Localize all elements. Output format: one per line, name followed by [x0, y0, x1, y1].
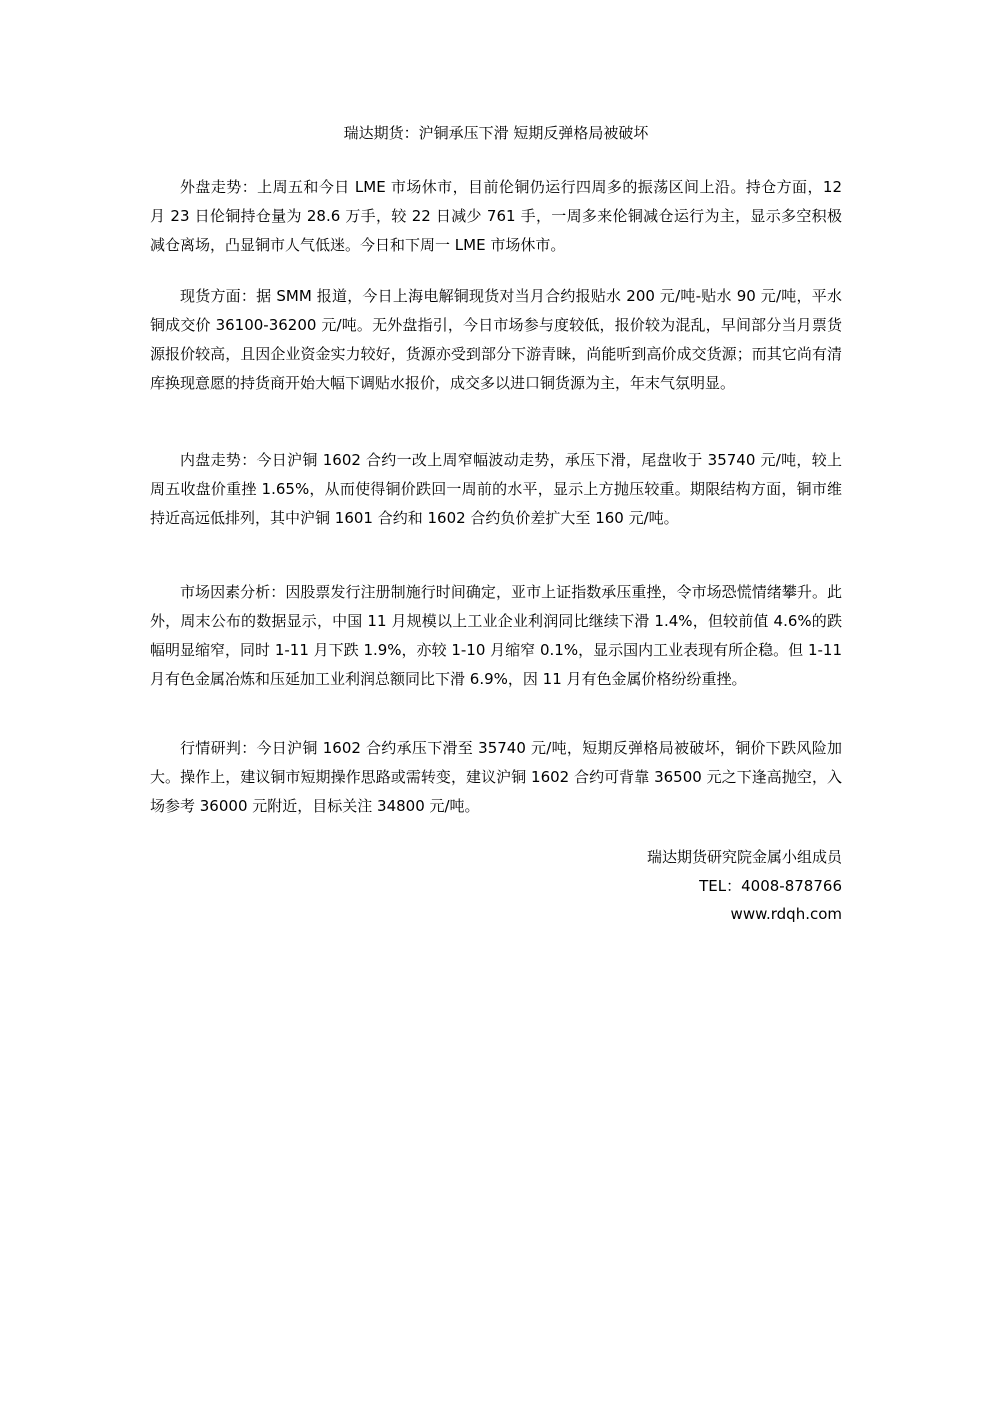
paragraph-overseas-market: 外盘走势：上周五和今日 LME 市场休市，目前伦铜仍运行四周多的振荡区间上沿。持仓方面，12 月 23 日伦铜持仓量为 28.6 万手，较 22 日减少 761 手，一周多来伦铜减仓运行为主，显示多空积极减仓离场，凸显铜市人气低迷。今日和下周一 LME 市场休市。 [150, 178, 842, 254]
paragraph-market-factors: 市场因素分析：因股票发行注册制施行时间确定，亚市上证指数承压重挫，令市场恐慌情绪攀升。此外，周末公布的数据显示，中国 11 月规模以上工业企业利润同比继续下滑 1.4%，但较前值 4.6%的跌幅明显缩窄，同时 1-11 月下跌 1.9%，亦较 1-10 月缩窄 0.1%，显示国内工业表现有所企稳。但 1-11 月有色金属冶炼和压延加工业利润总额同比下滑 6.9%，因 11 月有色金属价格纷纷重挫。 [150, 583, 842, 688]
signature-telephone: TEL：4008-878766 [699, 877, 842, 895]
signature-organization: 瑞达期货研究院金属小组成员 [646, 848, 842, 866]
paragraph-domestic-market: 内盘走势：今日沪铜 1602 合约一改上周窄幅波动走势，承压下滑，尾盘收于 35740 元/吨，较上周五收盘价重挫 1.65%，从而使得铜价跌回一周前的水平，显示上方抛压较重。期限结构方面，铜市维持近高远低排列，其中沪铜 1601 合约和 1602 合约负价差扩大至 160 元/吨。 [150, 451, 842, 527]
signature-website: www.rdqh.com [730, 905, 842, 923]
paragraph-spot-market: 现货方面：据 SMM 报道，今日上海电解铜现货对当月合约报贴水 200 元/吨-贴水 90 元/吨，平水铜成交价 36100-36200 元/吨。无外盘指引，今日市场参与度较低，报价较为混乱，早间部分当月票货源报价较高，且因企业资金实力较好，货源亦受到部分下游青睐，尚能听到高价成交货源；而其它尚有清库换现意愿的持货商开始大幅下调贴水报价，成交多以进口铜货源为主，年末气氛明显。 [150, 287, 842, 392]
paragraph-market-outlook: 行情研判：今日沪铜 1602 合约承压下滑至 35740 元/吨，短期反弹格局被破坏，铜价下跌风险加大。操作上，建议铜市短期操作思路或需转变，建议沪铜 1602 合约可背靠 36500 元之下逢高抛空，入场参考 36000 元附近，目标关注 34800 元/吨。 [150, 739, 842, 815]
document-title: 瑞达期货：沪铜承压下滑 短期反弹格局被破坏 [343, 124, 649, 142]
